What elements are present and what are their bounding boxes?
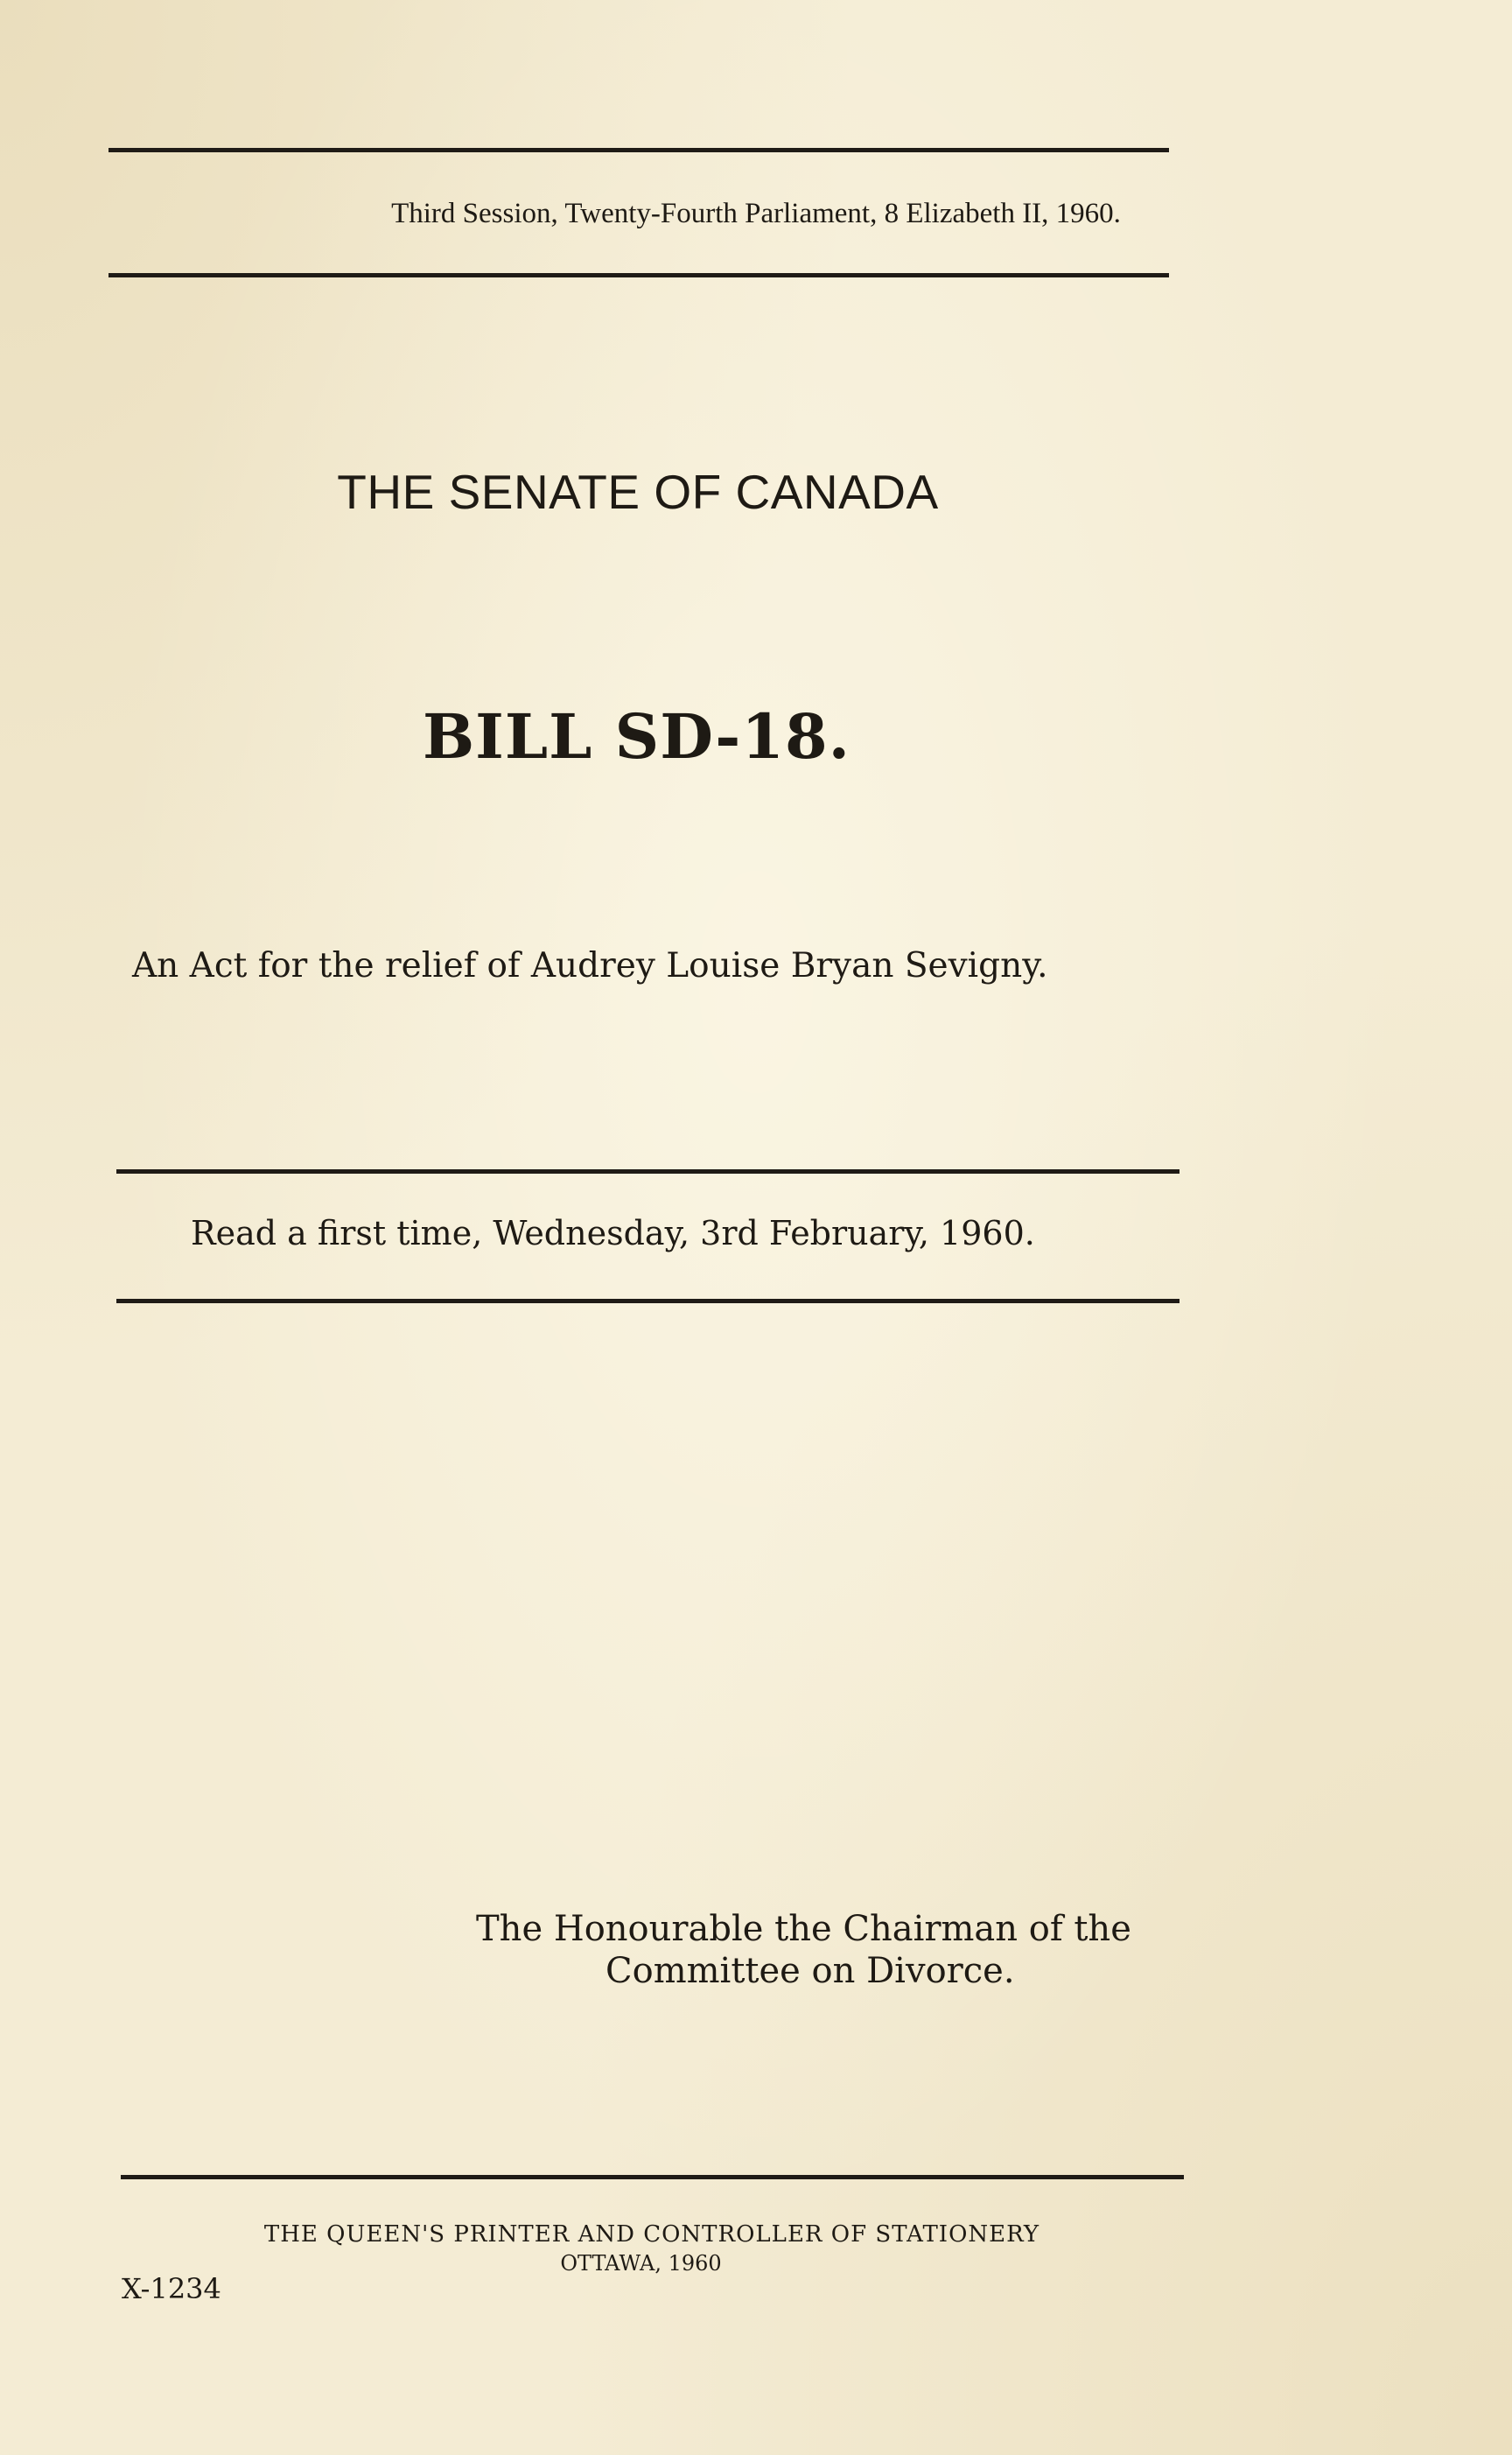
header-rule bbox=[108, 273, 1169, 277]
session-header: Third Session, Twenty-Fourth Parliament, 8 Elizabeth II, 1960. bbox=[391, 198, 1121, 229]
document-code: X-1234 bbox=[122, 2272, 221, 2305]
act-description: An Act for the relief of Audrey Louise Bryan Sevigny. bbox=[132, 946, 1048, 986]
sponsor-line-2: Committee on Divorce. bbox=[606, 1951, 1015, 1991]
reading-top-rule bbox=[116, 1169, 1180, 1174]
first-reading: Read a first time, Wednesday, 3rd February, 1960. bbox=[191, 1214, 1035, 1252]
bill-number: BILL SD-18. bbox=[422, 700, 851, 773]
top-rule bbox=[108, 148, 1169, 152]
printer-line: THE QUEEN'S PRINTER AND CONTROLLER OF STATIONERY bbox=[263, 2221, 1040, 2248]
footer-rule bbox=[121, 2175, 1184, 2179]
reading-bottom-rule bbox=[116, 1299, 1180, 1303]
senate-title: THE SENATE OF CANADA bbox=[337, 465, 939, 519]
sponsor-line-1: The Honourable the Chairman of the bbox=[476, 1909, 1131, 1949]
printer-city-year: OTTAWA, 1960 bbox=[560, 2251, 722, 2276]
